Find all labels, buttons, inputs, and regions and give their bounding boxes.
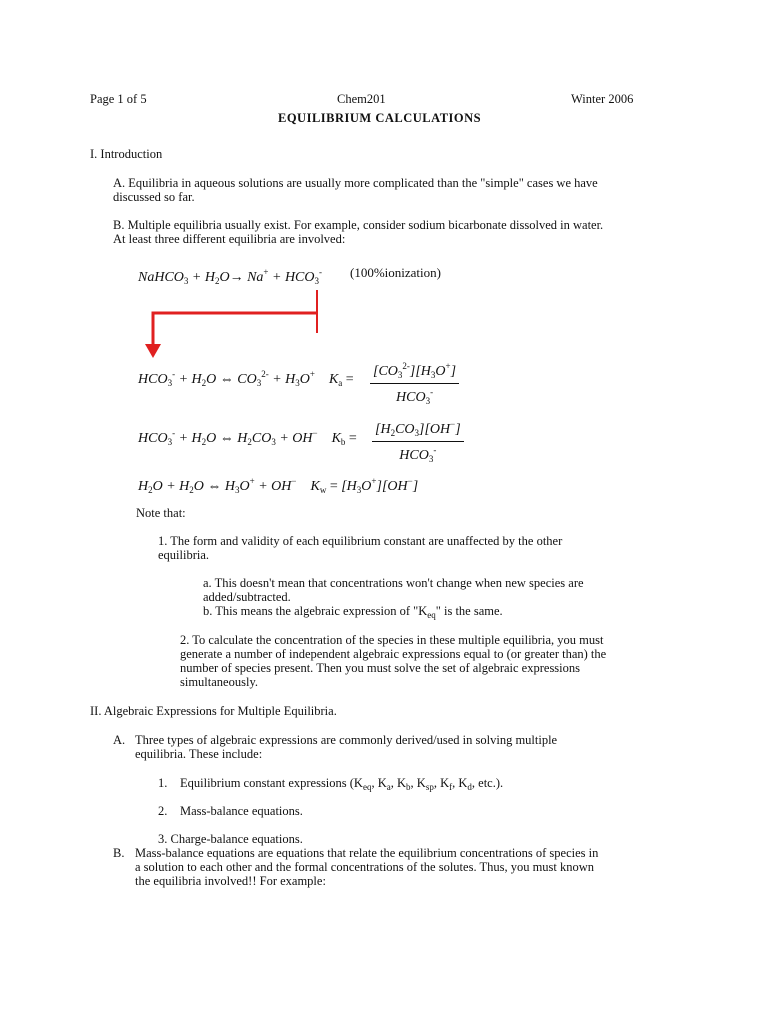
item-1-pre: Equilibrium constant expressions (K [180, 776, 363, 790]
section-2-b-line-2: a solution to each other and the formal concentrations of the solutes. Thus, you must known [135, 860, 595, 874]
item-1-post: etc.). [478, 776, 504, 790]
note-1b [203, 604, 503, 622]
kb-fraction: $[H_2CO_3][OH^-]$ $HCO_3^-$ [372, 416, 464, 467]
item-2-number: 2. [158, 804, 168, 818]
para-b-line-2: At least three different equilibria are involved: [113, 232, 346, 246]
para-b-line-1: B. Multiple equilibria usually exist. For example, consider sodium bicarbonate dissolved in water. [113, 218, 604, 232]
note-1-line-1: 1. The form and validity of each equilibrium constant are unaffected by the other [158, 534, 563, 548]
note-label: Note that: [136, 506, 186, 520]
page-number: Page 1 of 5 [90, 92, 147, 106]
item-3-text: 3. Charge-balance equations. [158, 832, 303, 846]
equation-ionization: NaHCO$_3$ + $H_2O\to Na^+ + HCO_3^-$ [138, 267, 323, 286]
note-2-line-3: number of species present. Then you must solve the set of algebraic expressions [180, 661, 581, 675]
ka-fraction: $[CO_3^{2-}][H_3O^+]$ $HCO_3^-$ [370, 358, 459, 409]
note-1a-line-1: a. This doesn't mean that concentrations won't change when new species are [203, 576, 584, 590]
ionization-note: (100%ionization) [350, 265, 441, 280]
section-2-b-line-1: Mass-balance equations are equations that relate the equilibrium concentrations of species in [135, 846, 599, 860]
equation-ka: $HCO_3^- + H_2O$ ⇔ $CO_3^{2-} + H_3O^+$ $K_a$ = [138, 369, 354, 388]
note-1b-pre: b. This means the algebraic expression of "K [203, 604, 428, 618]
section-1-heading: I. Introduction [90, 147, 163, 161]
section-2-a-line-2: equilibria. These include: [135, 747, 263, 761]
page-title: EQUILIBRIUM CALCULATIONS [278, 111, 482, 125]
note-1b-sub: eq [427, 610, 436, 620]
note-1b-post: " is the same. [435, 604, 503, 618]
course-name: Chem201 [337, 92, 386, 106]
section-2-heading: II. Algebraic Expressions for Multiple Equilibria. [90, 704, 337, 718]
red-arrow [140, 288, 330, 363]
item-1-number: 1. [158, 776, 168, 790]
note-1-line-2: equilibria. [158, 548, 210, 562]
note-2-line-4: simultaneously. [180, 675, 259, 689]
section-2-b-line-3: the equilibria involved!! For example: [135, 874, 326, 888]
equation-kb: $HCO_3^- + H_2O$ ⇔ $H_2CO_3 + OH^-$ $K_b$ = [138, 428, 357, 447]
term: Winter 2006 [571, 92, 634, 106]
section-2-b-label: B. [113, 846, 125, 860]
note-2-line-2: generate a number of independent algebraic expressions equal to (or greater than) the [180, 647, 607, 661]
equation-kw: $H_2O + H_2O$ ⇔ $H_3O^+ + OH^-$ $K_w = [H_3O^+][OH^-]$ [138, 476, 419, 495]
item-2-text: Mass-balance equations. [180, 804, 303, 818]
note-2-line-1: 2. To calculate the concentration of the species in these multiple equilibria, you must [180, 633, 604, 647]
para-a-line-1: A. Equilibria in aqueous solutions are usually more complicated than the "simple" cases we have [113, 176, 598, 190]
para-a-line-2: discussed so far. [113, 190, 195, 204]
section-2-a-line-1: Three types of algebraic expressions are commonly derived/used in solving multiple [135, 733, 558, 747]
item-1-text: Equilibrium constant expressions ($K_{eq}$, $K_a$, $K_b$, $K_{sp}$, $K_f$, $K_d$, etc.). [180, 776, 504, 792]
section-2-a-label: A. [113, 733, 126, 747]
note-1a-line-2: added/subtracted. [203, 590, 291, 604]
